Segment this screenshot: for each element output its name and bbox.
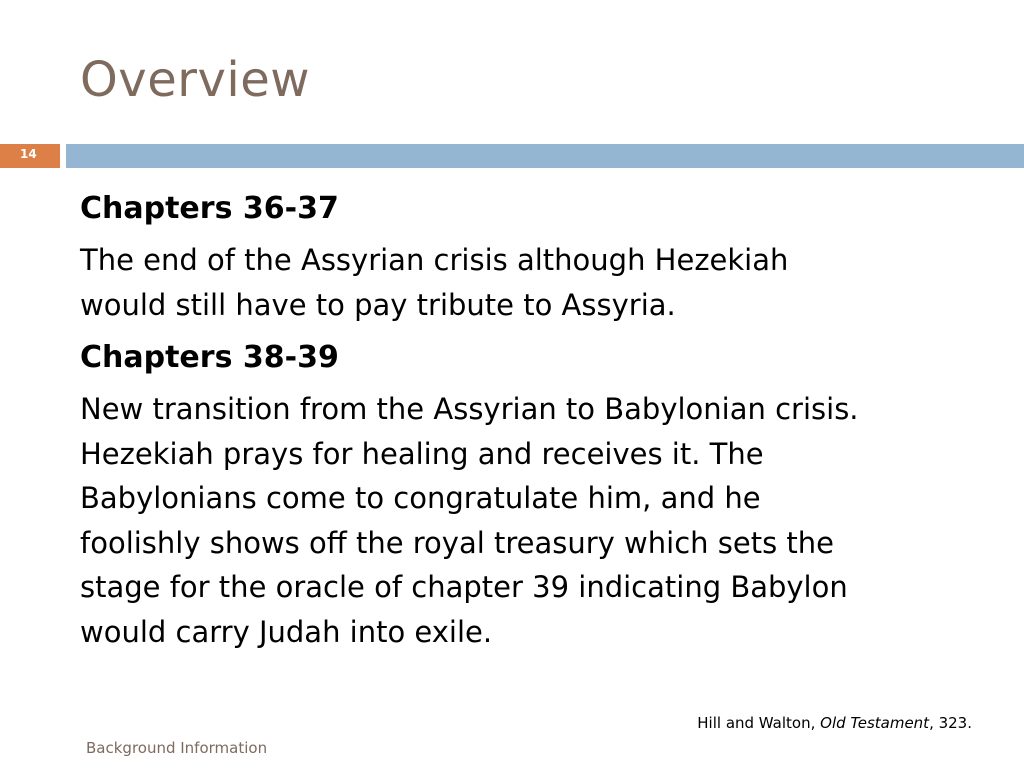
- section-heading: Chapters 36-37: [80, 191, 339, 226]
- header-rule: [66, 144, 1024, 168]
- citation-authors: Hill and Walton,: [697, 714, 821, 732]
- section-heading: Chapters 38-39: [80, 340, 339, 375]
- section-body: New transition from the Assyrian to Babylonian crisis. Hezekiah prays for healing and receives it. The Babylonians come to congratulate him, and he foolishly shows off the royal treasury which sets the stage for the oracle of chapter 39 indicating Babylon would carry Judah into exile.: [80, 392, 859, 649]
- section-body: The end of the Assyrian crisis although Hezekiah would still have to pay tribute to Assyria.: [80, 243, 789, 322]
- slide-content: [80, 188, 980, 664]
- citation: [697, 714, 972, 732]
- slide-number: 14: [20, 147, 37, 161]
- citation-page: , 323.: [929, 714, 972, 732]
- citation-work: Old Testament: [820, 714, 930, 732]
- footer-text: Background Information: [86, 739, 268, 757]
- slide-title: Overview: [80, 52, 310, 108]
- slide-number-box: [0, 144, 60, 168]
